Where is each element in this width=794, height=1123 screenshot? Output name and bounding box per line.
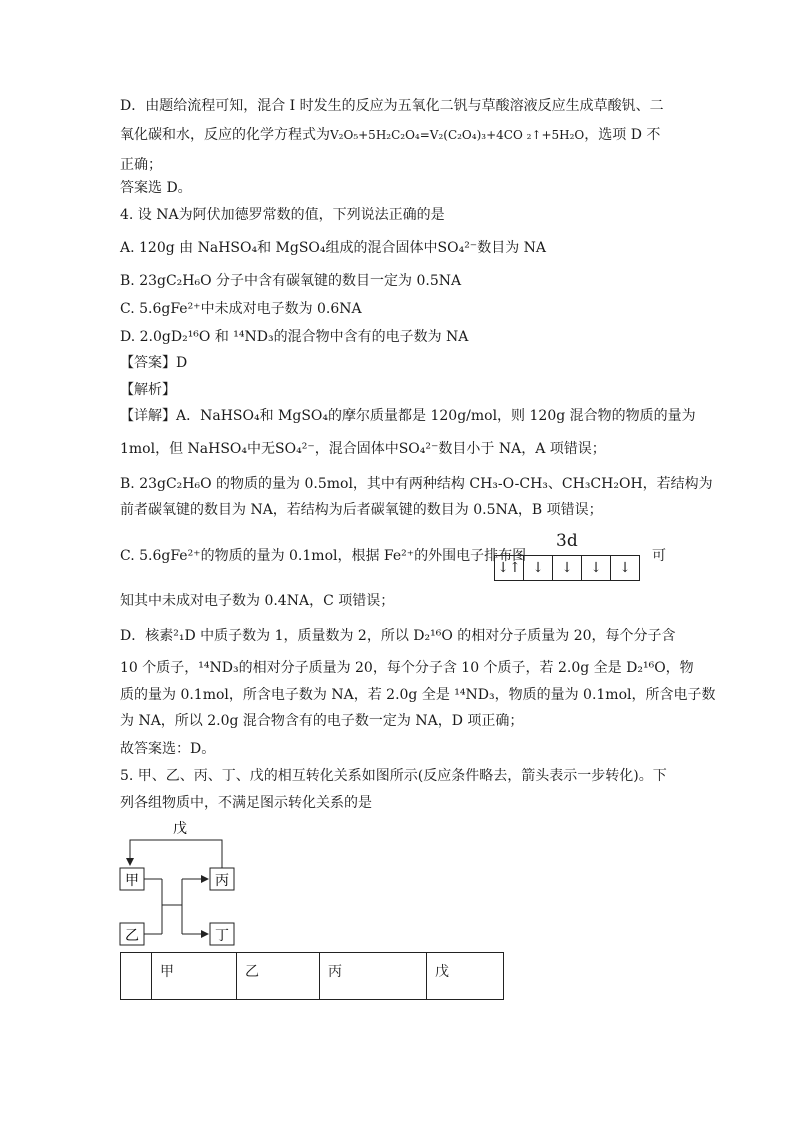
label-jia: 甲 — [125, 873, 139, 889]
text-line: 1mol，但 NaHSO₄中无SO₄²⁻，混合固体中SO₄²⁻数目小于 NA，A 项错误； — [120, 441, 606, 457]
text-line: D．由题给流程可知，混合 I 时发生的反应为五氧化二钒与草酸溶液反应生成草酸钒、二 — [120, 98, 664, 114]
options-table — [120, 952, 504, 1000]
option-c: C. 5.6gFe²⁺中未成对电子数为 0.6NA — [120, 301, 362, 317]
transformation-diagram — [110, 815, 270, 955]
orbital-box: ↓ — [619, 560, 631, 576]
table-cell: 丙 — [320, 953, 427, 1000]
orbital-diagram — [494, 555, 640, 581]
table-cell — [121, 953, 152, 1000]
text-line: 可 — [652, 548, 666, 564]
text-line: 为 NA，所以 2.0g 混合物含有的电子数一定为 NA，D 项正确； — [120, 713, 524, 729]
text-line: 列各组物质中，不满足图示转化关系的是 — [120, 795, 372, 811]
arrow-bing-to-jia — [130, 840, 222, 868]
text-line: 前者碳氧键的数目为 NA，若结构为后者碳氧键的数目为 0.5NA，B 项错误； — [120, 502, 603, 518]
orbital-box: ↓ — [582, 556, 611, 580]
orbital-box: ↓ — [524, 556, 553, 580]
option-b: B. 23gC₂H₆O 分子中含有碳氧键的数目一定为 0.5NA — [120, 273, 462, 289]
text-line: 答案选 D。 — [120, 180, 192, 196]
option-a: A. 120g 由 NaHSO₄和 MgSO₄组成的混合固体中SO₄²⁻数目为 NA — [120, 240, 547, 256]
table-cell: 甲 — [152, 953, 237, 1000]
orbital-label: 3d — [556, 531, 578, 551]
text-line: 氧化碳和水，反应的化学方程式为V₂O₅+5H₂C₂O₄=V₂(C₂O₄)₃+4CO ₂↑+5H₂O，选项 D 不 — [120, 127, 661, 143]
orbital-box: ↓↑ — [495, 556, 524, 580]
text-line: B. 23gC₂H₆O 的物质的量为 0.5mol，其中有两种结构 CH₃-O-CH₃、CH₃CH₂OH，若结构为 — [120, 476, 713, 492]
text-line: 质的量为 0.1mol，所含电子数为 NA，若 2.0g 全是 ¹⁴ND₃，物质的量为 0.1mol，所含电子数 — [120, 687, 716, 703]
text-line: D．核素²₁D 中质子数为 1，质量数为 2，所以 D₂¹⁶O 的相对分子质量为 20，每个分子含 — [120, 628, 676, 644]
table-header-row — [121, 953, 504, 1000]
label-yi: 乙 — [125, 928, 139, 944]
option-d: D. 2.0gD₂¹⁶O 和 ¹⁴ND₃的混合物中含有的电子数为 NA — [120, 329, 469, 345]
question-4: 4. 设 NA为阿伏加德罗常数的值，下列说法正确的是 — [120, 207, 445, 223]
label-bing: 丙 — [215, 873, 229, 889]
label-wu: 戊 — [173, 821, 187, 837]
text-line: C. 5.6gFe²⁺的物质的量为 0.1mol，根据 Fe²⁺的外围电子排布图 — [120, 548, 527, 564]
answer-label: 【答案】D — [120, 355, 188, 371]
equation: V₂O₅+5H₂C₂O₄=V₂(C₂O₄)₃+4CO ₂↑+5H₂O — [330, 128, 585, 142]
analysis-label: 【解析】 — [120, 382, 176, 398]
question-5: 5. 甲、乙、丙、丁、戊的相互转化关系如图所示(反应条件略去，箭头表示一步转化)。下 — [120, 768, 667, 784]
table-cell: 戊 — [427, 953, 504, 1000]
text-line: 【详解】A．NaHSO₄和 MgSO₄的摩尔质量都是 120g/mol，则 120g 混合物的物质的量为 — [120, 408, 696, 424]
orbital-box: ↓ — [553, 556, 582, 580]
text-line: 正确； — [120, 157, 162, 173]
table-cell: 乙 — [237, 953, 320, 1000]
text-line: 故答案选：D。 — [120, 741, 216, 757]
text-line: 10 个质子，¹⁴ND₃的相对分子质量为 20，每个分子含 10 个质子，若 2.0g 全是 D₂¹⁶O，物 — [120, 660, 694, 676]
text-line: 知其中未成对电子数为 0.4NA，C 项错误； — [120, 593, 395, 609]
label-ding: 丁 — [215, 928, 229, 944]
